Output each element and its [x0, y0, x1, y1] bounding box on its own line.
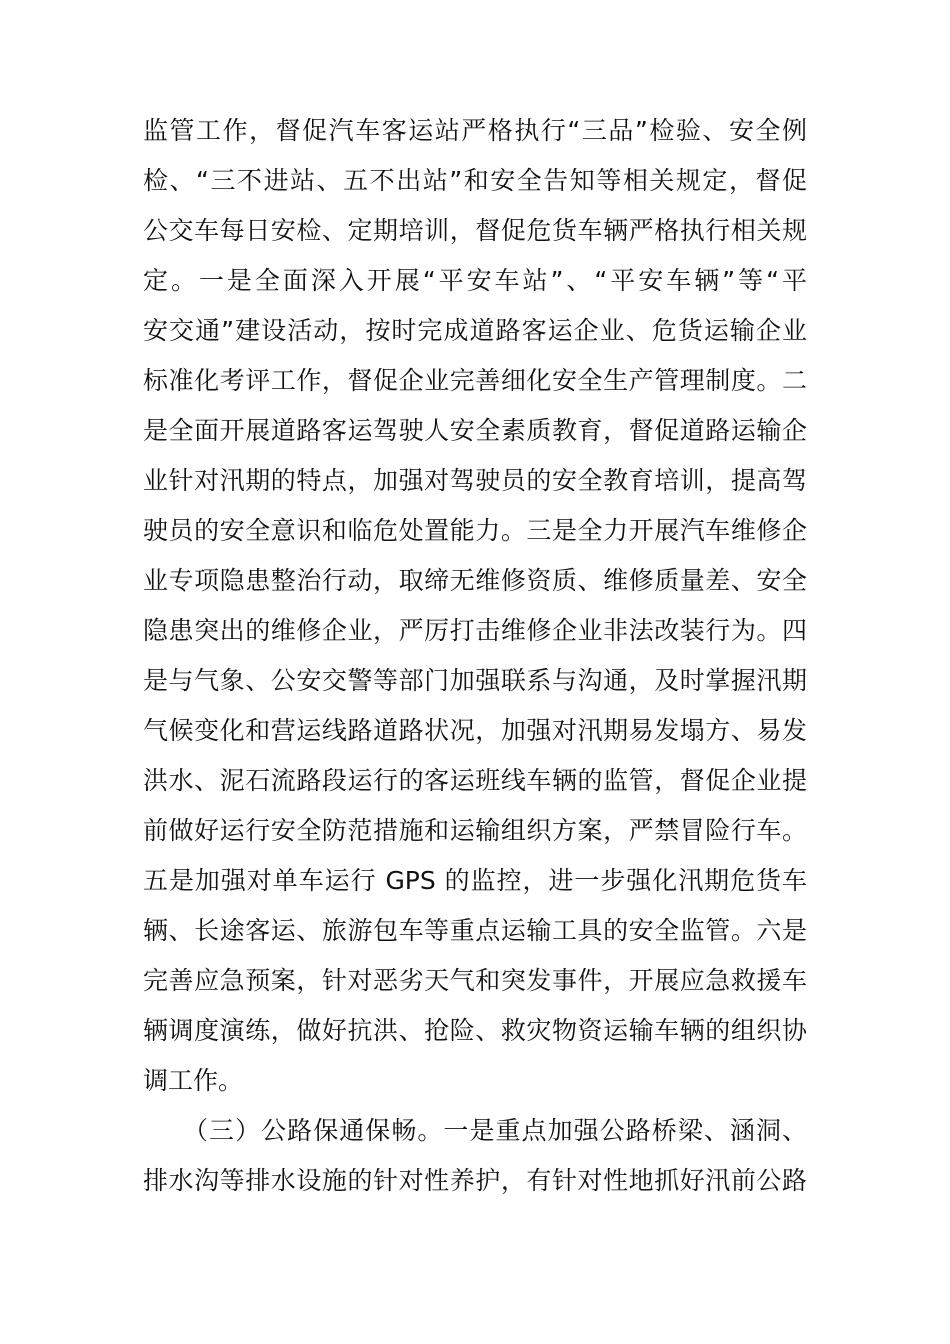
text-line: 前做好运行安全防范措施和运输组织方案，严禁冒险行车。: [143, 816, 807, 845]
text-line: 驶员的安全意识和临危处置能力。三是全力开展汽车维修企: [143, 516, 807, 545]
text-line: 检、“三不进站、五不出站”和安全告知等相关规定，督促: [143, 166, 807, 195]
text-line: 辆调度演练，做好抗洪、抢险、救灾物资运输车辆的组织协: [143, 1016, 807, 1045]
text-line: 业专项隐患整治行动，取缔无维修资质、维修质量差、安全: [143, 566, 807, 595]
text-line: 完善应急预案，针对恶劣天气和突发事件，开展应急救援车: [143, 966, 807, 995]
text-line: 排水沟等排水设施的针对性养护，有针对性地抓好汛前公路: [143, 1166, 807, 1195]
text-line: 是与气象、公安交警等部门加强联系与沟通，及时掌握汛期: [143, 666, 807, 695]
text-line: 调工作。: [143, 1066, 244, 1095]
text-line: 标准化考评工作，督促企业完善细化安全生产管理制度。二: [143, 366, 807, 395]
text-line: 定。一是全面深入开展“平安车站”、“平安车辆”等“平: [143, 266, 807, 295]
text-line: 五是加强对单车运行 GPS 的监控，进一步强化汛期危货车: [143, 866, 807, 895]
text-line: 是全面开展道路客运驾驶人安全素质教育，督促道路运输企: [143, 416, 807, 445]
text-line: 洪水、泥石流路段运行的客运班线车辆的监管，督促企业提: [143, 766, 807, 795]
text-line: 监管工作，督促汽车客运站严格执行“三品”检验、安全例: [143, 116, 807, 145]
text-line: 业针对汛期的特点，加强对驾驶员的安全教育培训，提高驾: [143, 466, 807, 495]
text-line: 公交车每日安检、定期培训，督促危货车辆严格执行相关规: [143, 216, 807, 245]
body-text: [143, 106, 807, 1206]
text-line: 气候变化和营运线路道路状况，加强对汛期易发塌方、易发: [143, 716, 807, 745]
text-line: 隐患突出的维修企业，严厉打击维修企业非法改装行为。四: [143, 616, 807, 645]
text-line: 安交通”建设活动，按时完成道路客运企业、危货运输企业: [143, 316, 807, 345]
section-heading-line: （三）公路保通保畅。一是重点加强公路桥梁、涵洞、: [183, 1116, 807, 1145]
text-line: 辆、长途客运、旅游包车等重点运输工具的安全监管。六是: [143, 916, 807, 945]
